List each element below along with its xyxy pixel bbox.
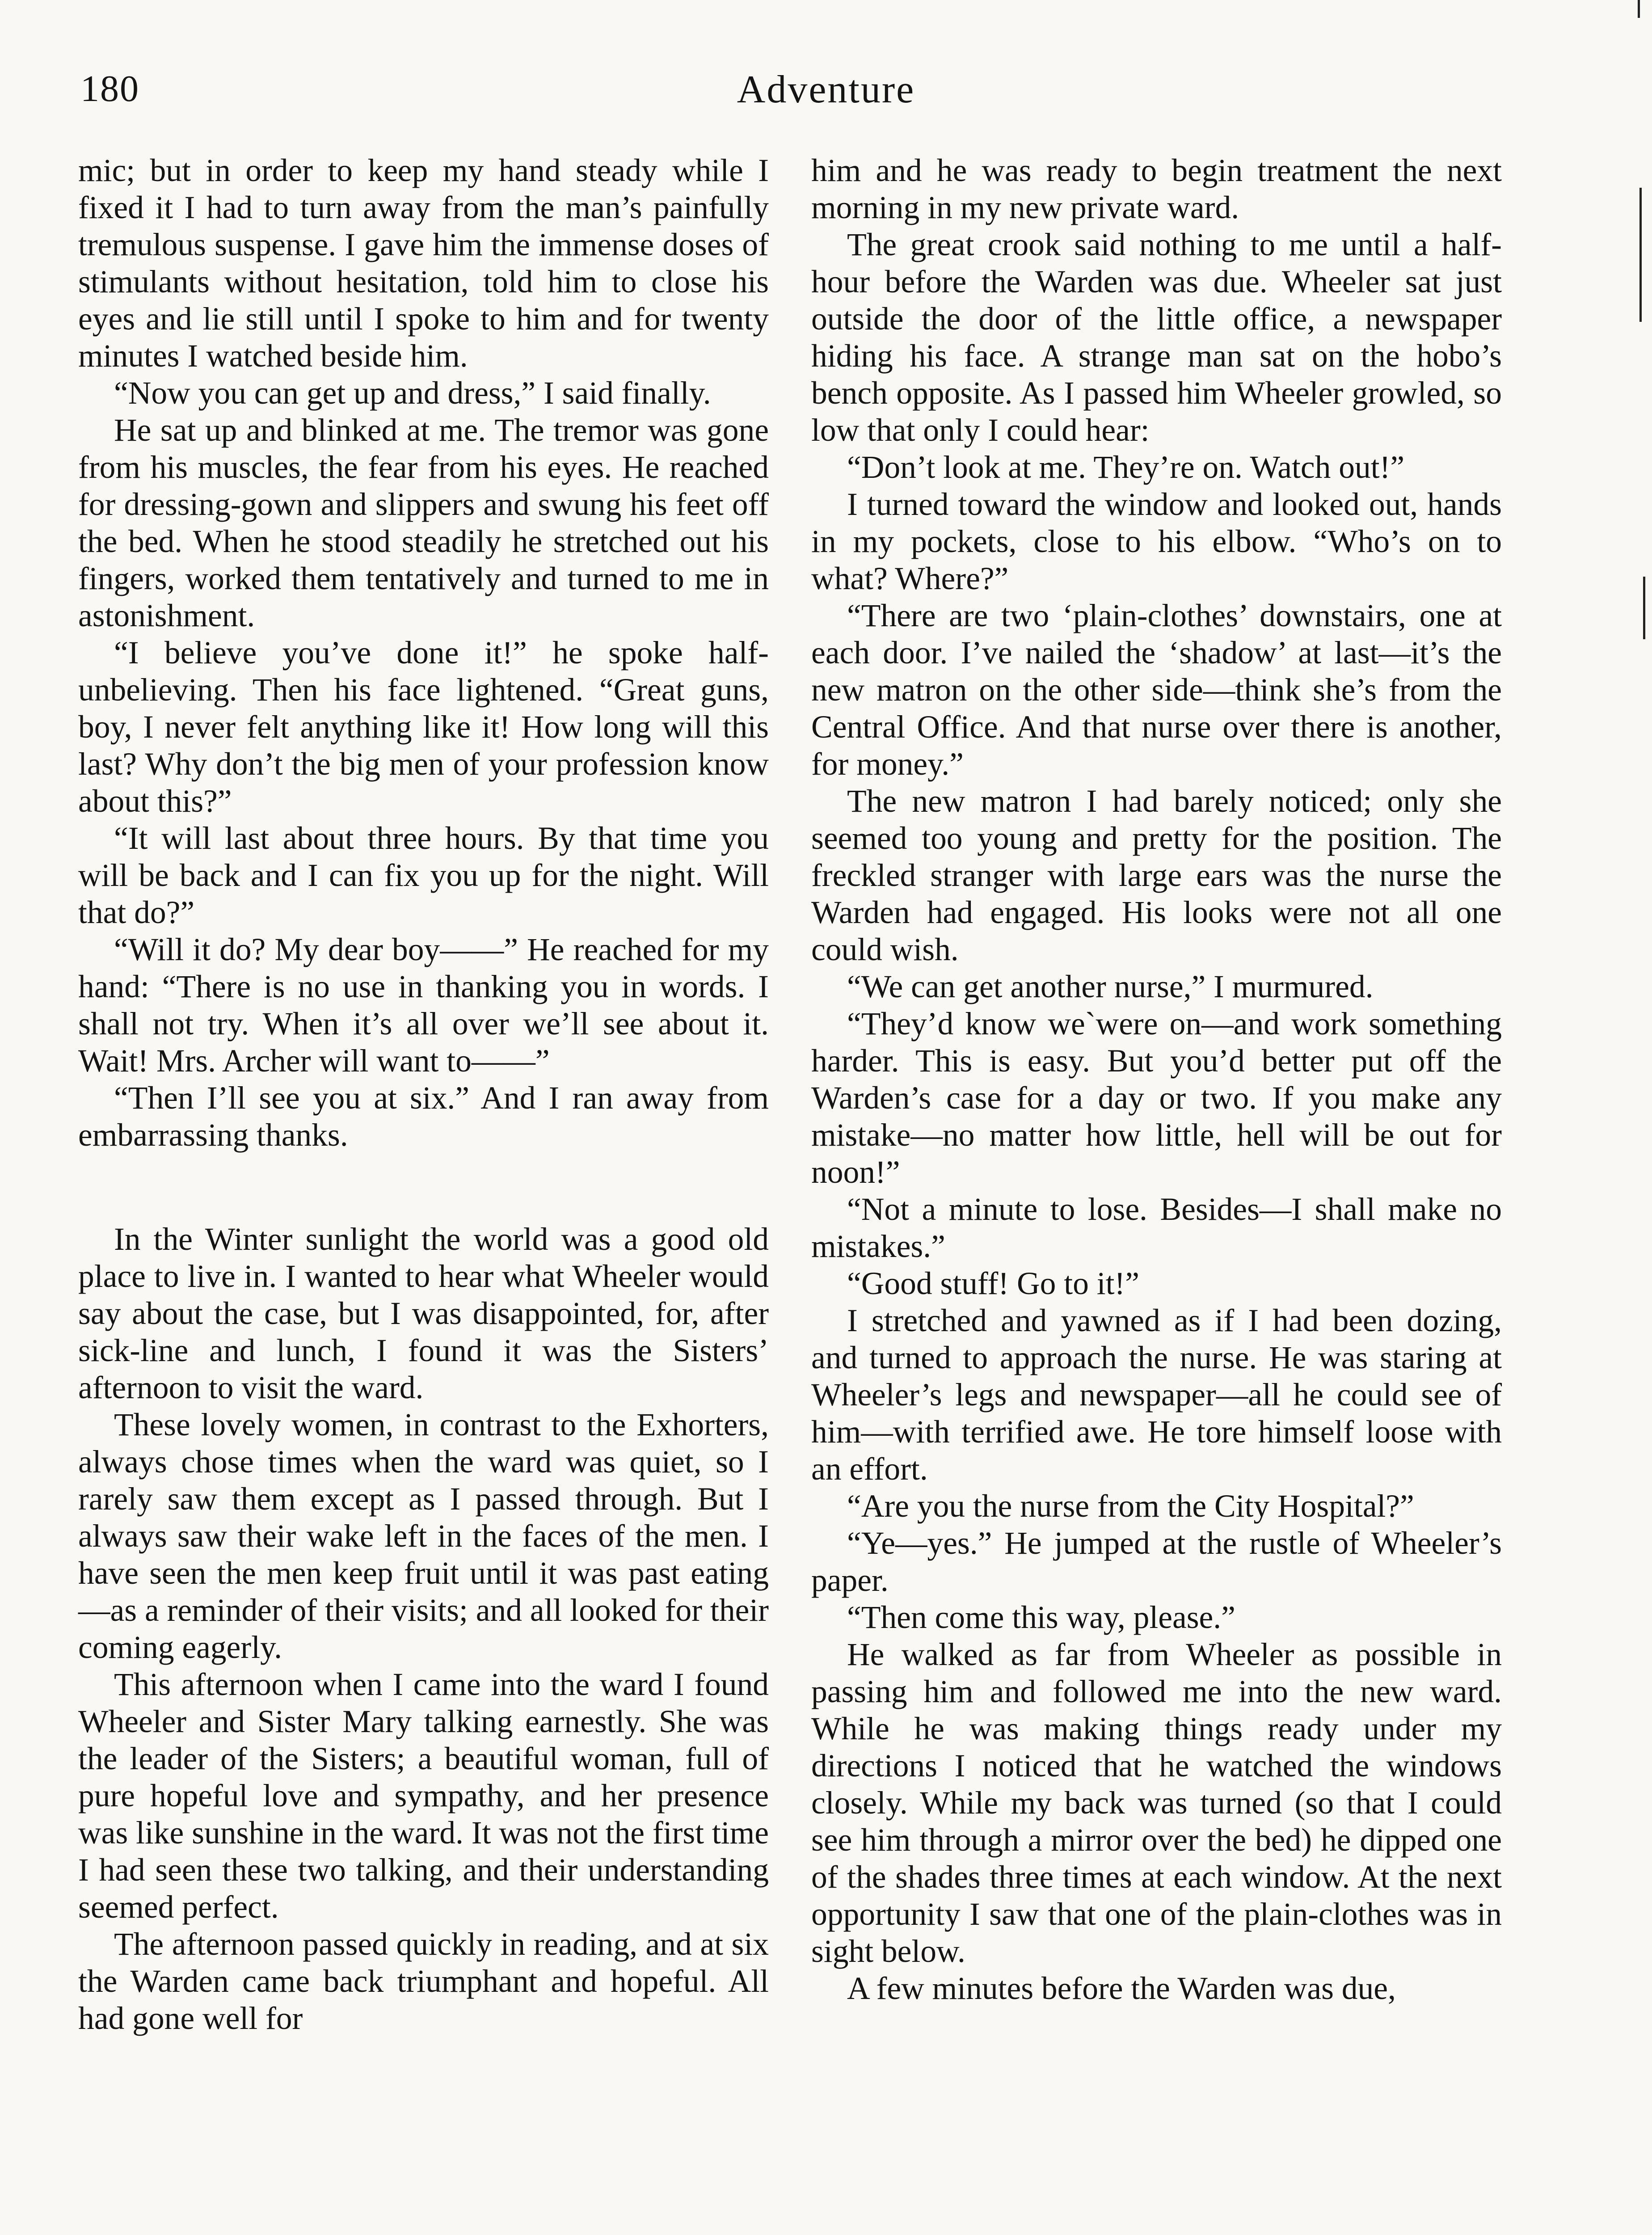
- paragraph: These lovely women, in contrast to the Exhorters, always chose times when the ward was quiet, so I rarely saw them except as I passed through. But I always saw their wake left in the faces of the men. I have seen the men keep fruit until it was past eating—as a reminder of their visits; and all looked for their coming eagerly.: [78, 1407, 769, 1665]
- paragraph: him and he was ready to begin treatment the next morning in my new private ward.: [811, 153, 1502, 225]
- paragraph: “There are two ‘plain-clothes’ downstairs, one at each door. I’ve nailed the ‘shadow’ at last—it’s the new matron on the other side—think she’s from the Central Office. And that nurse over there is another, for money.”: [811, 598, 1502, 782]
- paragraph: “Good stuff! Go to it!”: [847, 1266, 1139, 1301]
- paragraph: The great crook said nothing to me until a half-hour before the Warden was due. Wheeler sat just outside the door of the little office, a newspaper hiding his face. A strange man sat on the hobo’s bench opposite. As I passed him Wheeler growled, so low that only I could hear:: [811, 227, 1502, 448]
- paragraph: “Don’t look at me. They’re on. Watch out!”: [847, 450, 1405, 485]
- paragraph: This afternoon when I came into the ward I found Wheeler and Sister Mary talking earnestly. She was the leader of the Sisters; a beautiful woman, full of pure hopeful love and sympathy, and her presence was like sunshine in the ward. It was not the first time I had seen these two talking, and their understanding seemed perfect.: [78, 1667, 769, 1925]
- paragraph: “I believe you’ve done it!” he spoke half-unbelieving. Then his face lightened. “Great guns, boy, I never felt anything like it! How long will this last? Why don’t the big men of your profession know about this?”: [78, 635, 769, 819]
- paragraph: “Are you the nurse from the City Hospital?”: [847, 1489, 1414, 1524]
- paragraph: A few minutes before the Warden was due,: [847, 1971, 1396, 2006]
- paragraph: “Not a minute to lose. Besides—I shall make no mistakes.”: [811, 1192, 1502, 1264]
- running-title: Adventure: [737, 68, 915, 111]
- paragraph: mic; but in order to keep my hand steady while I fixed it I had to turn away from the man’s painfully tremulous suspense. I gave him the immense doses of stimulants without hesitation, told him to close his eyes and lie still until I spoke to him and for twenty minutes I watched beside him.: [78, 153, 769, 374]
- paragraph: “Then come this way, please.”: [847, 1600, 1235, 1635]
- paragraph: I stretched and yawned as if I had been dozing, and turned to approach the nurse. He was staring at Wheeler’s legs and newspaper—all he could see of him—with terrified awe. He tore himself loose with an effort.: [811, 1303, 1502, 1487]
- paragraph: He sat up and blinked at me. The tremor was gone from his muscles, the fear from his eyes. He reached for dressing-gown and slippers and swung his feet off the bed. When he stood steadily he stretched out his fingers, worked them tentatively and turned to me in astonishment.: [78, 413, 769, 633]
- paragraph: “They’d know we`were on—and work something harder. This is easy. But you’d better put off the Warden’s case for a day or two. If you make any mistake—no matter how little, hell will be out for noon!”: [811, 1006, 1502, 1190]
- page-header: [0, 67, 1652, 121]
- paragraph: “We can get another nurse,” I murmured.: [847, 969, 1374, 1004]
- right-column: [811, 152, 1502, 2007]
- paragraph: “Will it do? My dear boy——” He reached for my hand: “There is no use in thanking you in words. I shall not try. When it’s all over we’ll see about it. Wait! Mrs. Archer will want to——”: [78, 932, 769, 1079]
- paragraph: The afternoon passed quickly in reading, and at six the Warden came back triumphant and hopeful. All had gone well for: [78, 1927, 769, 2036]
- paragraph: “Then I’ll see you at six.” And I ran away from embarrassing thanks.: [78, 1080, 769, 1153]
- page-number: 180: [80, 68, 139, 110]
- paragraph: I turned toward the window and looked out, hands in my pockets, close to his elbow. “Who’s on to what? Where?”: [811, 487, 1502, 596]
- left-column: [78, 152, 769, 2037]
- paragraph: He walked as far from Wheeler as possible in passing him and followed me into the new ward. While he was making things ready under my directions I noticed that he watched the windows closely. While my back was turned (so that I could see him through a mirror over the bed) he dipped one of the shades three times at each window. At the next opportunity I saw that one of the plain-clothes was in sight below.: [811, 1637, 1502, 1969]
- paragraph: “It will last about three hours. By that time you will be back and I can fix you up for the night. Will that do?”: [78, 821, 769, 930]
- scan-edge-mark: [1643, 577, 1645, 639]
- scan-edge-mark: [1638, 0, 1640, 18]
- paragraph: The new matron I had barely noticed; only she seemed too young and pretty for the position. The freckled stranger with large ears was the nurse the Warden had engaged. His looks were not all one could wish.: [811, 784, 1502, 967]
- paragraph: “Now you can get up and dress,” I said finally.: [114, 375, 711, 411]
- scan-edge-mark: [1639, 188, 1642, 322]
- paragraph: In the Winter sunlight the world was a good old place to live in. I wanted to hear what Wheeler would say about the case, but I was disappointed, for, after sick-line and lunch, I found it was the Sisters’ afternoon to visit the ward.: [78, 1222, 769, 1405]
- paragraph: “Ye—yes.” He jumped at the rustle of Wheeler’s paper.: [811, 1526, 1502, 1598]
